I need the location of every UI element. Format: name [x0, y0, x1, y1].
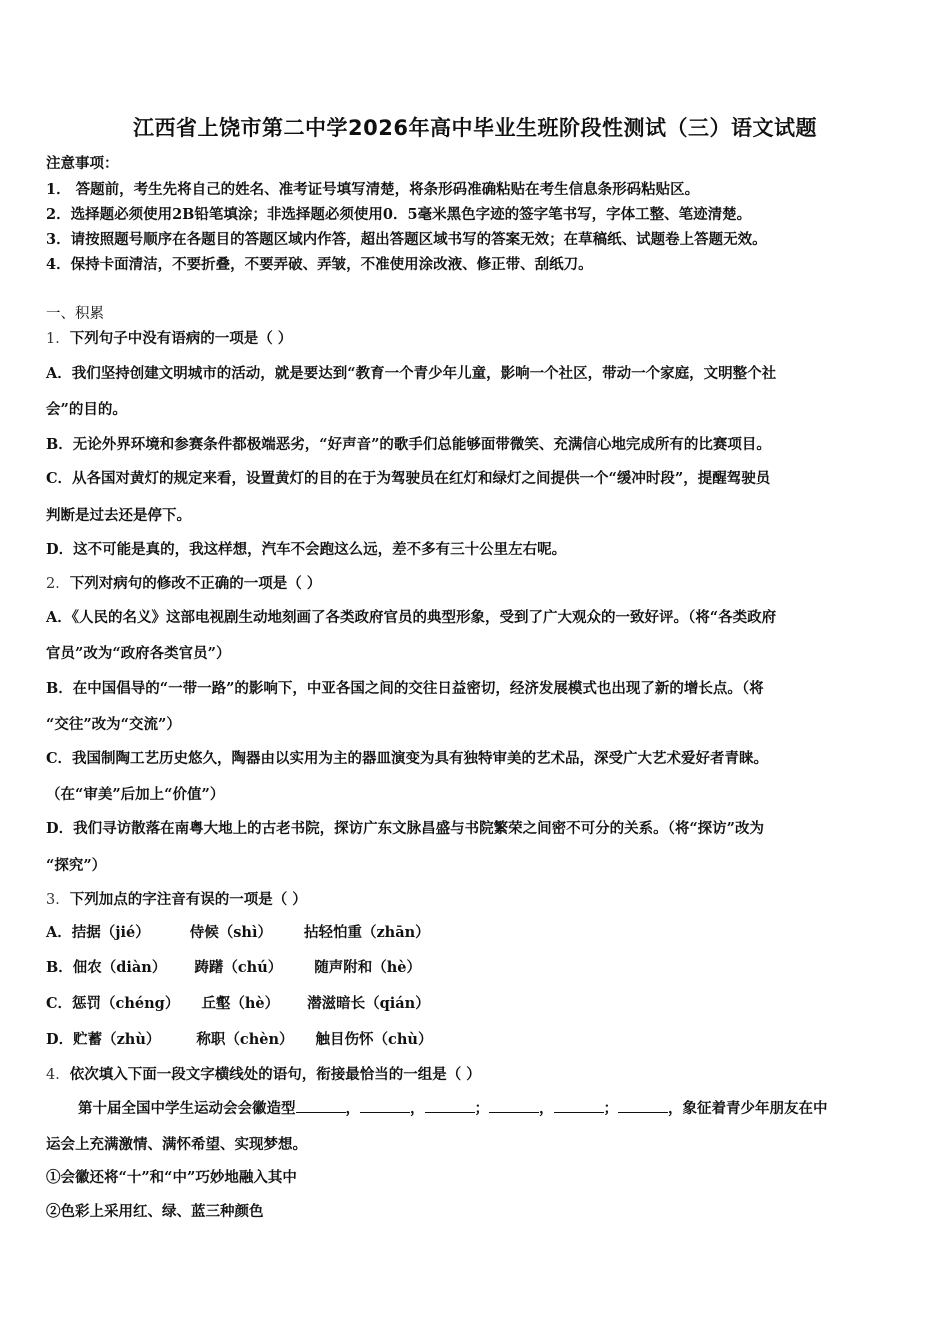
q4-passage-start: 第十届全国中学生运动会会徽造型 [78, 1100, 296, 1117]
q3-option-b [46, 956, 421, 977]
q3-b-word-3: 随声附和（hè） [314, 959, 422, 976]
q2-option-c-line2: （在“审美”后加上“价值”） [46, 786, 225, 803]
q4-sentence-1: ①会徽还将“十”和“中”巧妙地融入其中 [46, 1169, 297, 1186]
q1-option-c-line1: C．从各国对黄灯的规定来看，设置黄灯的目的在于为驾驶员在红灯和绿灯之间提供一个“缓冲时段”，提醒驾驶员 [46, 470, 771, 487]
q3-option-c [46, 992, 430, 1013]
q1-option-a-line1: A．我们坚持创建文明城市的活动，就是要达到“教育一个青少年儿童，影响一个社区，带动一个家庭，文明整个社 [46, 365, 777, 382]
q3-c-word-2: 丘壑（hè） [201, 995, 280, 1012]
question-1-stem [46, 327, 292, 348]
q1-option-d: D．这不可能是真的，我这样想，汽车不会跑这么远，差不多有三十公里左右呢。 [46, 541, 567, 558]
q3-b-word-1: B．佃农（diàn） [46, 959, 167, 976]
q3-c-word-1: C．惩罚（chéng） [46, 995, 180, 1012]
question-4-stem [46, 1063, 481, 1084]
q3-d-word-3: 触目伤怀（chù） [315, 1031, 433, 1048]
q1-option-b: B．无论外界环境和参赛条件都极端恶劣，“好声音”的歌手们总能够面带微笑、充满信心地完成所有的比赛项目。 [46, 436, 771, 453]
section-heading: 一、积累 [46, 306, 104, 322]
q4-passage-line2: 运会上充满激情、满怀希望、实现梦想。 [46, 1136, 307, 1153]
notice-item-2: 2．选择题必须使用2B铅笔填涂；非选择题必须使用0．5毫米黑色字迹的签字笔书写，字体工整、笔迹清楚。 [46, 206, 752, 223]
question-1-number: 1． [46, 331, 70, 347]
answer-blank-6 [618, 1100, 668, 1113]
q3-d-word-2: 称职（chèn） [196, 1031, 294, 1048]
q3-d-word-1: D．贮蓄（zhù） [46, 1031, 161, 1048]
q2-option-c-line1: C．我国制陶工艺历史悠久，陶器由以实用为主的器皿演变为具有独特审美的艺术品，深受广大艺术爱好者青睐。 [46, 750, 769, 767]
question-3-number: 3． [46, 892, 70, 908]
q2-option-d-line2: “探究”） [46, 857, 107, 874]
q3-option-d [46, 1028, 432, 1049]
q3-b-word-2: 踌躇（chú） [194, 959, 283, 976]
question-2-text: 下列对病句的修改不正确的一项是（ ） [69, 575, 322, 592]
q2-option-d-line1: D．我们寻访散落在南粤大地上的古老书院，探访广东文脉昌盛与书院繁荣之间密不可分的关系。（将“探访”改为 [46, 820, 765, 837]
question-4-number: 4． [46, 1067, 70, 1083]
question-2-number: 2． [46, 576, 70, 592]
q4-passage-line1: 第十届全国中学生运动会会徽造型 ， ， ； ， ； ，象征着青少年朋友在中 [78, 1100, 828, 1117]
notice-item-1: 1． 答题前，考生先将自己的姓名、准考证号填写清楚，将条形码准确粘贴在考生信息条形码粘贴区。 [46, 181, 700, 198]
q3-c-word-3: 潜滋暗长（qián） [307, 995, 430, 1012]
q3-a-word-3: 拈轻怕重（zhān） [303, 924, 430, 941]
question-1-text: 下列句子中没有语病的一项是（ ） [69, 330, 293, 347]
q2-option-a-line2: 官员”改为“政府各类官员”） [46, 645, 231, 662]
question-2-stem [46, 572, 321, 593]
exam-title: 江西省上饶市第二中学2026年高中毕业生班阶段性测试（三）语文试题 [133, 116, 817, 140]
q4-passage-end: ，象征着青少年朋友在中 [668, 1100, 828, 1117]
q3-a-word-2: 侍候（shì） [189, 924, 272, 941]
question-4-text: 依次填入下面一段文字横线处的语句，衔接最恰当的一组是（ ） [69, 1066, 481, 1083]
notice-item-4: 4．保持卡面清洁，不要折叠，不要弄破、弄皱，不准使用涂改液、修正带、刮纸刀。 [46, 256, 593, 273]
q2-option-a-line1: A．《人民的名义》这部电视剧生动地刻画了各类政府官员的典型形象，受到了广大观众的一致好评。（将“各类政府 [46, 609, 777, 626]
answer-blank-3 [425, 1100, 475, 1113]
notice-item-3: 3．请按照题号顺序在各题目的答题区域内作答，超出答题区域书写的答案无效；在草稿纸、试题卷上答题无效。 [46, 231, 767, 248]
notice-heading: 注意事项： [46, 155, 119, 172]
question-3-text: 下列加点的字注音有误的一项是（ ） [69, 891, 307, 908]
q2-option-b-line2: “交往”改为“交流”） [46, 716, 181, 733]
q3-a-word-1: A．拮据（jié） [46, 924, 150, 941]
question-3-stem [46, 888, 307, 909]
q1-option-c-line2: 判断是过去还是停下。 [46, 507, 191, 524]
answer-blank-4 [489, 1100, 539, 1113]
q1-option-a-line2: 会”的目的。 [46, 401, 127, 418]
q3-option-a [46, 921, 430, 942]
q2-option-b-line1: B．在中国倡导的“一带一路”的影响下，中亚各国之间的交往日益密切，经济发展模式也出现了新的增长点。（将 [46, 680, 764, 697]
answer-blank-5 [554, 1100, 604, 1113]
q4-sentence-2: ②色彩上采用红、绿、蓝三种颜色 [46, 1203, 264, 1220]
answer-blank-2 [360, 1100, 410, 1113]
answer-blank-1 [296, 1100, 346, 1113]
